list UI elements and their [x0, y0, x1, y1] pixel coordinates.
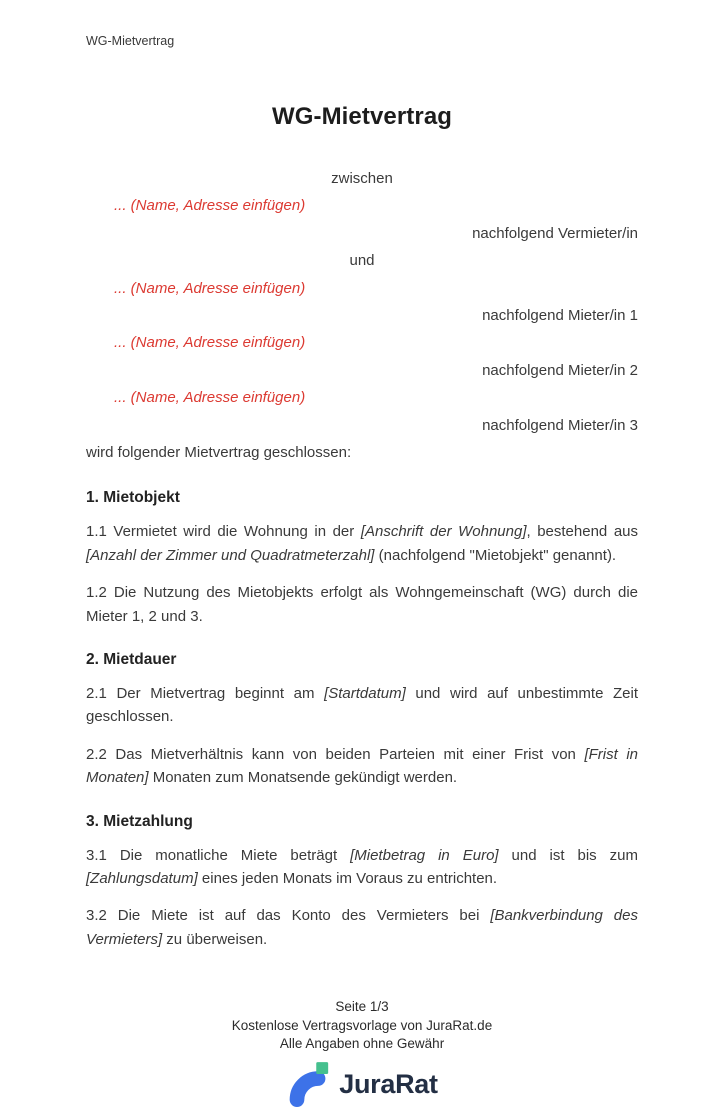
inline-placeholder: [Zahlungsdatum] [86, 869, 198, 887]
inline-placeholder: [Startdatum] [324, 684, 406, 702]
section-heading-1: 1. Mietobjekt [86, 489, 180, 507]
section-heading-3: 3. Mietzahlung [86, 812, 193, 830]
role-mieter-2: nachfolgend Mieter/in 2 [482, 361, 638, 379]
paragraph-2-2: 2.2 Das Mietverhältnis kann von beiden Parteien mit einer Frist von [Frist in Monaten] Monaten zum Monatsende gekündigt werden. [86, 745, 638, 787]
between-label: zwischen [331, 170, 393, 187]
inline-placeholder: [Bankverbindung des Vermieters] [86, 907, 638, 948]
paragraph-2-1: 2.1 Der Mietvertrag beginnt am [Startdatum] und wird auf unbestimmte Zeit geschlossen. [86, 684, 639, 726]
inline-placeholder: [Anschrift der Wohnung] [360, 523, 527, 541]
jurarat-logo-wordmark: JuraRat [339, 1069, 438, 1100]
inline-placeholder: [Anzahl der Zimmer und Quadratmeterzahl] [86, 546, 375, 564]
role-vermieter: nachfolgend Vermieter/in [472, 224, 638, 242]
footer-disclaimer: Alle Angaben ohne Gewähr [279, 1036, 445, 1052]
page-title: WG-Mietvertrag [271, 103, 453, 130]
paragraph-3-2: 3.2 Die Miete ist auf das Konto des Vermieters bei [Bankverbindung des Vermieters] zu überweisen. [86, 907, 638, 948]
section-heading-2: 2. Mietdauer [86, 650, 177, 668]
inline-placeholder: [Mietbetrag in Euro] [350, 846, 499, 864]
intro-closing: wird folgender Mietvertrag geschlossen: [86, 443, 352, 461]
role-mieter-1: nachfolgend Mieter/in 1 [482, 306, 638, 324]
section-mietzahlung [86, 810, 638, 952]
jurarat-logo-icon [286, 1061, 330, 1109]
intro-block [86, 165, 638, 466]
paragraph-1-1: 1.1 Vermietet wird die Wohnung in der [Anschrift der Wohnung], bestehend aus [Anzahl der Zimmer und Quadratmeterzahl] (nachfolgend "Mietobjekt" genannt). [86, 523, 638, 564]
and-label: und [349, 252, 375, 270]
document-header-label: WG-Mietvertrag [86, 34, 175, 48]
footer-source: Kostenlose Vertragsvorlage von JuraRat.de [231, 1017, 493, 1033]
role-mieter-3: nachfolgend Mieter/in 3 [482, 416, 638, 434]
paragraph-1-2: 1.2 Die Nutzung des Mietobjekts erfolgt als Wohngemeinschaft (WG) durch die Mieter 1, 2 und 3. [86, 584, 638, 625]
placeholder-vermieter: ... (Name, Adresse einfügen) [114, 197, 306, 215]
placeholder-mieter-3: ... (Name, Adresse einfügen) [114, 389, 306, 407]
inline-placeholder: [Frist in Monaten] [86, 745, 638, 787]
jurarat-logo [86, 1061, 638, 1109]
page-footer [86, 998, 638, 1109]
placeholder-mieter-2: ... (Name, Adresse einfügen) [114, 334, 306, 352]
section-mietobjekt [86, 486, 638, 628]
placeholder-mieter-1: ... (Name, Adresse einfügen) [114, 279, 306, 297]
page-number: Seite 1/3 [335, 999, 389, 1015]
paragraph-3-1: 3.1 Die monatliche Miete beträgt [Mietbetrag in Euro] und ist bis zum [Zahlungsdatum] eines jeden Monats im Voraus zu entrichten. [86, 846, 638, 887]
section-mietdauer [86, 648, 638, 790]
